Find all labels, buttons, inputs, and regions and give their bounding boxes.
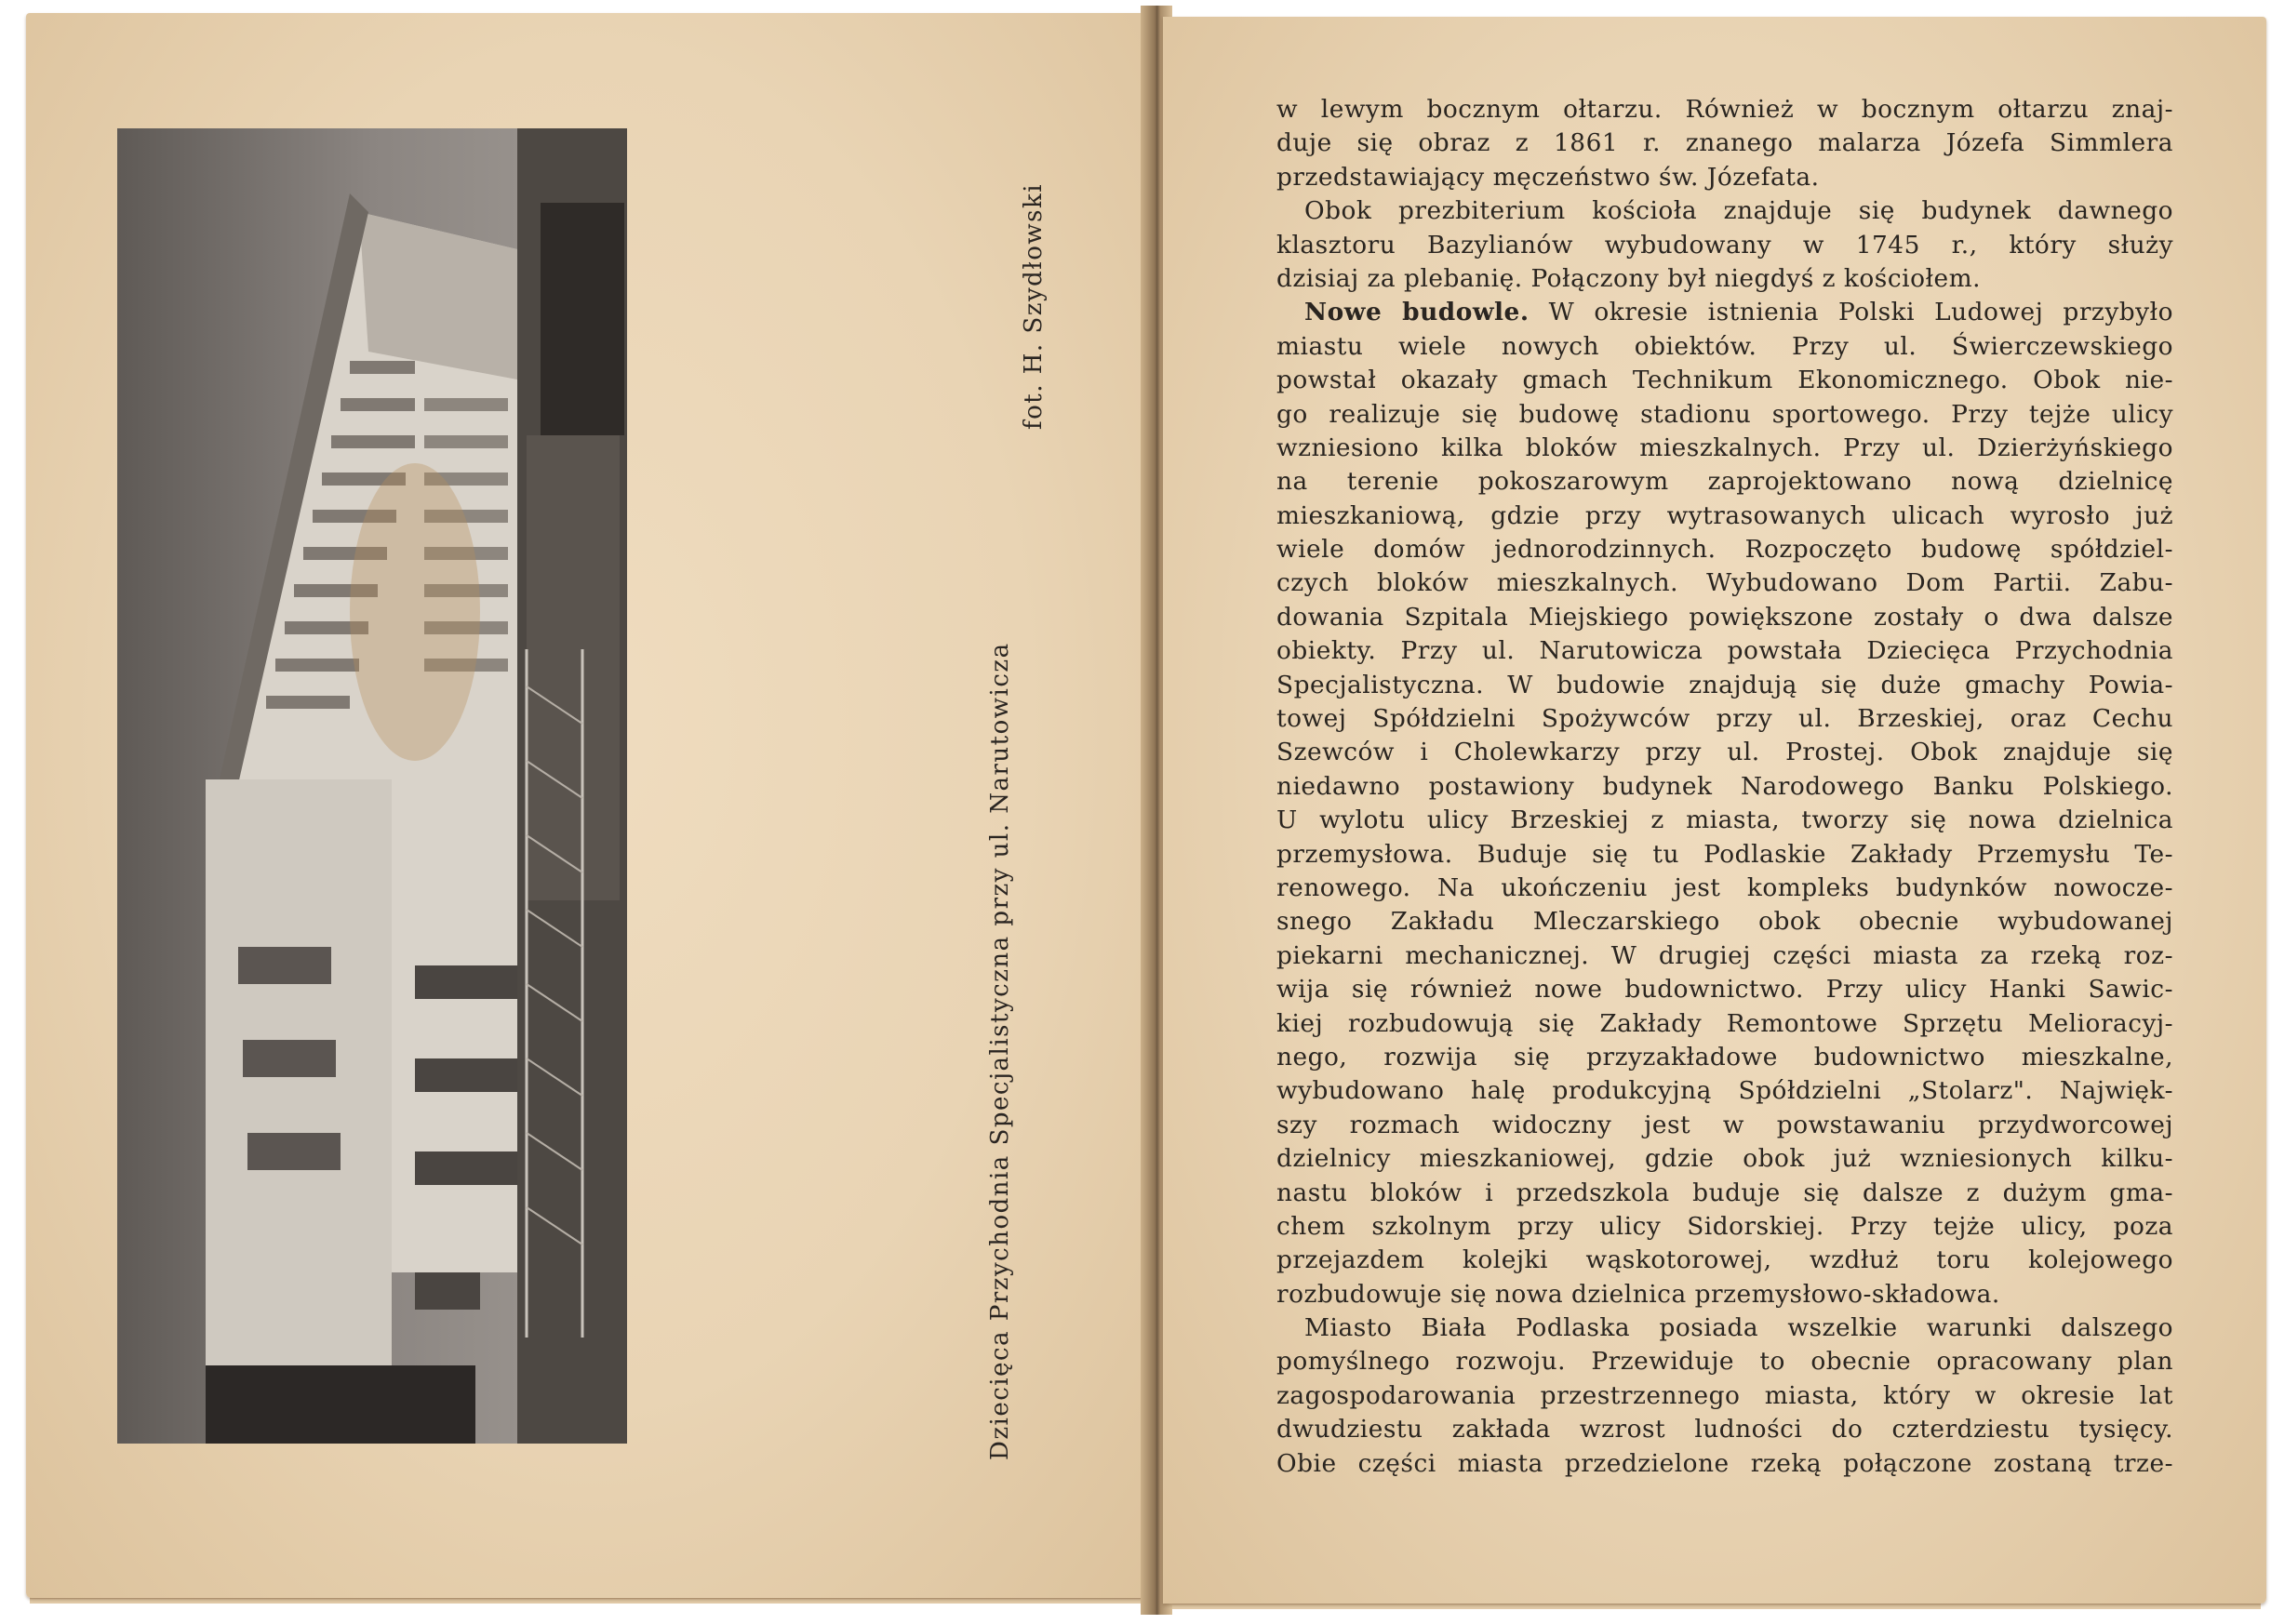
text-line-content: obiekty. Przy ul. Narutowicza powstała Dziecięca Przychodnia — [1276, 636, 2173, 666]
section-heading: Nowe budowle. — [1304, 298, 1530, 327]
text-line-content: przemysłowa. Buduje się tu Podlaskie Zakłady Przemysłu Te- — [1276, 839, 2173, 869]
text-line-content: renowego. Na ukończeniu jest kompleks budynków nowocze- — [1276, 872, 2173, 902]
text-line — [1276, 770, 2173, 804]
text-line — [1276, 499, 2173, 533]
text-line — [1276, 533, 2173, 566]
text-line — [1276, 1007, 2173, 1041]
text-line — [1276, 1311, 2173, 1345]
body-text — [1276, 93, 2173, 1481]
text-line — [1276, 566, 2173, 600]
text-line-content: piekarni mechanicznej. W drugiej części miasta za rzeką roz- — [1276, 940, 2173, 970]
text-line-content: czych bloków mieszkalnych. Wybudowano Dom Partii. Zabu- — [1276, 568, 2173, 598]
text-line-content: W okresie istnienia Polski Ludowej przybyło — [1529, 298, 2173, 327]
text-line — [1276, 398, 2173, 432]
text-line-content: przejazdem kolejki wąskotorowej, wzdłuż toru kolejowego — [1276, 1245, 2173, 1275]
text-line-content: nego, rozwija się przyzakładowe budownictwo mieszkalne, — [1276, 1042, 2173, 1072]
text-line — [1276, 465, 2173, 499]
text-line — [1276, 194, 2173, 228]
text-line — [1276, 1074, 2173, 1108]
text-line-content: powstał okazały gmach Technikum Ekonomicznego. Obok nie- — [1276, 366, 2173, 395]
photo-caption: Dziecięca Przychodnia Specjalistyczna przy ul. Narutowicza — [986, 642, 1014, 1460]
text-line-content: wiele domów jednorodzinnych. Rozpoczęto budowę spółdziel- — [1276, 535, 2173, 565]
text-line-content: kiej rozbudowują się Zakłady Remontowe Sprzętu Melioracyj- — [1276, 1008, 2173, 1038]
text-line — [1276, 905, 2173, 938]
text-line-content: klasztoru Bazylianów wybudowany w 1745 r., który służy — [1276, 230, 2173, 260]
text-line-content: wzniesiono kilka bloków mieszkalnych. Przy ul. Dzierżyńskiego — [1276, 433, 2173, 462]
text-line-content: dowania Szpitala Miejskiego powiększone zostały o dwa dalsze — [1276, 602, 2173, 632]
text-line — [1276, 161, 2173, 194]
text-line — [1276, 973, 2173, 1006]
text-line — [1276, 634, 2173, 668]
text-line — [1276, 330, 2173, 364]
text-line — [1276, 872, 2173, 905]
text-line — [1276, 1379, 2173, 1413]
text-line — [1276, 1244, 2173, 1277]
text-line-content: Obie części miasta przedzielone rzeką połączone zostaną trze- — [1276, 1448, 2173, 1478]
text-line-content: dwudziestu zakłada wzrost ludności do czterdziestu tysięcy. — [1276, 1415, 2173, 1444]
text-line — [1276, 1278, 2173, 1311]
text-line-content: zagospodarowania przestrzennego miasta, który w okresie lat — [1276, 1380, 2173, 1410]
left-page — [26, 13, 1154, 1598]
text-line-content: towej Spółdzielni Spożywców przy ul. Brzeskiej, oraz Cechu — [1276, 704, 2173, 734]
text-line-content: Szewców i Cholewkarzy przy ul. Prostej. Obok znajduje się — [1276, 738, 2173, 767]
text-line — [1276, 126, 2173, 160]
text-line-content: duje się obraz z 1861 r. znanego malarza Józefa Simmlera — [1276, 128, 2173, 158]
text-line — [1276, 1177, 2173, 1210]
text-line-content: rozbudowuje się nowa dzielnica przemysłowo-składowa. — [1276, 1279, 2000, 1309]
text-line — [1276, 1109, 2173, 1142]
text-line — [1276, 838, 2173, 872]
text-line-content: snego Zakładu Mleczarskiego obok obecnie wybudowanej — [1276, 907, 2173, 937]
building-photo-illustration — [117, 128, 627, 1444]
text-line — [1276, 432, 2173, 465]
text-line — [1276, 702, 2173, 736]
text-line-content: dzielnicy mieszkaniowej, gdzie obok już wzniesionych kilku- — [1276, 1144, 2173, 1174]
text-line — [1276, 601, 2173, 634]
photo-credit: fot. H. Szydłowski — [1020, 182, 1048, 430]
text-line-content: mieszkaniową, gdzie przy wytrasowanych ulicach wyrosło już — [1276, 500, 2173, 530]
text-line-content: nastu bloków i przedszkola buduje się dalsze z dużym gma- — [1276, 1178, 2173, 1207]
text-line — [1276, 1345, 2173, 1378]
text-line — [1276, 1142, 2173, 1176]
text-line-content: Specjalistyczna. W budowie znajdują się duże gmachy Powia- — [1276, 670, 2173, 699]
text-line-content: wija się również nowe budownictwo. Przy ulicy Hanki Sawic- — [1276, 975, 2173, 1005]
text-line-content: w lewym bocznym ołtarzu. Również w bocznym ołtarzu znaj- — [1276, 95, 2173, 124]
text-line-content: wybudowano halę produkcyjną Spółdzielni „Stolarz". Najwięk- — [1276, 1076, 2173, 1106]
text-line — [1276, 229, 2173, 262]
text-line — [1276, 364, 2173, 397]
text-line-content: go realizuje się budowę stadionu sportowego. Przy tejże ulicy — [1276, 399, 2173, 429]
text-line-content: niedawno postawiony budynek Narodowego Banku Polskiego. — [1276, 771, 2173, 801]
text-line-content: Obok prezbiterium kościoła znajduje się budynek dawnego — [1304, 196, 2173, 226]
text-line — [1276, 262, 2173, 296]
text-line — [1276, 1041, 2173, 1074]
text-line — [1276, 1210, 2173, 1244]
building-photo — [117, 128, 627, 1444]
text-line — [1276, 736, 2173, 769]
text-line-content: Miasto Biała Podlaska posiada wszelkie warunki dalszego — [1304, 1313, 2173, 1343]
text-line — [1276, 939, 2173, 973]
text-line — [1276, 804, 2173, 837]
text-line-content: dzisiaj za plebanię. Połączony był niegdyś z kościołem. — [1276, 263, 1982, 293]
text-line — [1276, 93, 2173, 126]
text-line — [1276, 1413, 2173, 1446]
text-line — [1276, 1447, 2173, 1481]
text-line — [1276, 669, 2173, 702]
text-line-content: miastu wiele nowych obiektów. Przy ul. Świerczewskiego — [1276, 331, 2173, 361]
text-line-content: chem szkolnym przy ulicy Sidorskiej. Przy tejże ulicy, poza — [1276, 1211, 2173, 1241]
text-line-content: na terenie pokoszarowym zaprojektowano nową dzielnicę — [1276, 467, 2173, 497]
text-line-content: szy rozmach widoczny jest w powstawaniu przydworcowej — [1276, 1110, 2173, 1139]
text-line-content: przedstawiający męczeństwo św. Józefata. — [1276, 162, 1820, 192]
text-line — [1276, 296, 2173, 329]
text-line-content: pomyślnego rozwoju. Przewiduje to obecnie opracowany plan — [1276, 1347, 2173, 1377]
text-line-content: U wylotu ulicy Brzeskiej z miasta, tworzy się nowa dzielnica — [1276, 805, 2173, 835]
